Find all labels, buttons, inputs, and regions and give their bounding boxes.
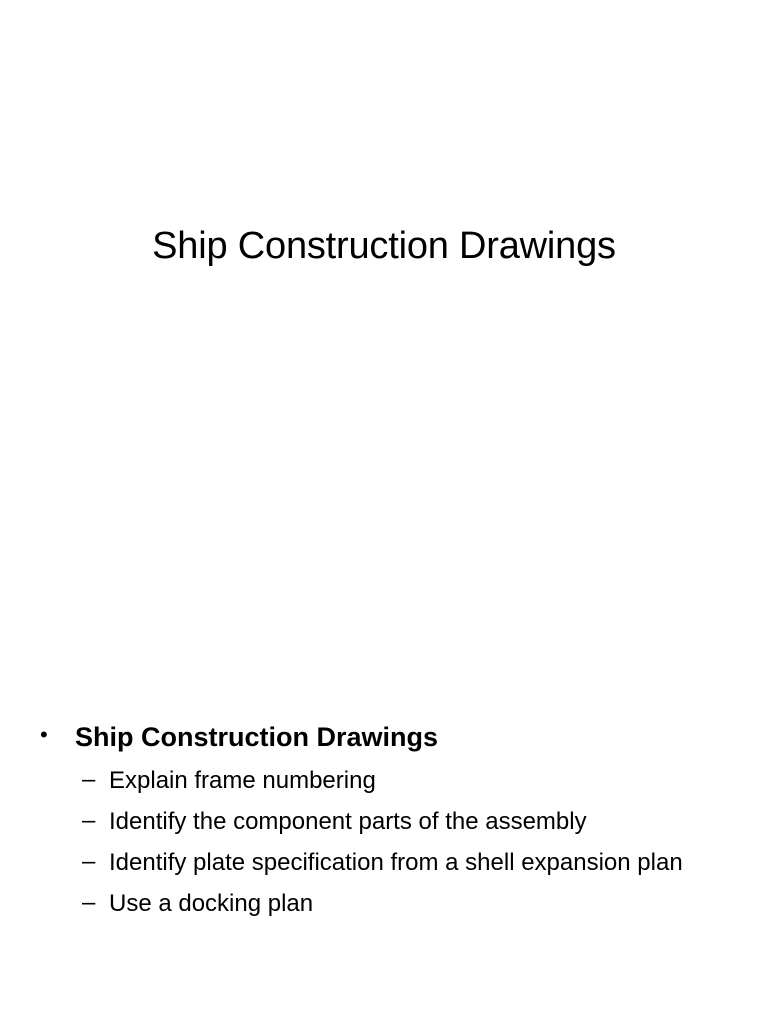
sub-list-container <box>40 763 740 922</box>
sub-bullet-text: Identify the component parts of the assembly <box>109 808 587 835</box>
dash-icon: – <box>82 889 96 916</box>
slide-title: Ship Construction Drawings <box>152 225 616 267</box>
sub-bullet-text: Identify plate specification from a shell expansion plan <box>109 849 683 876</box>
sub-bullet <box>40 886 740 922</box>
bullet-main-text: Ship Construction Drawings <box>75 722 439 752</box>
slide-body <box>40 716 740 922</box>
sub-bullet <box>40 804 740 840</box>
bullet-main <box>40 716 740 758</box>
dash-icon: – <box>82 766 96 793</box>
dash-icon: – <box>82 807 96 834</box>
sub-bullet <box>40 845 740 881</box>
sub-bullet-text: Explain frame numbering <box>109 767 376 794</box>
bullet-dot-icon: • <box>40 722 48 747</box>
sub-list <box>40 763 740 922</box>
sub-bullet <box>40 763 740 799</box>
sub-bullet-text: Use a docking plan <box>109 890 314 917</box>
dash-icon: – <box>82 848 96 875</box>
